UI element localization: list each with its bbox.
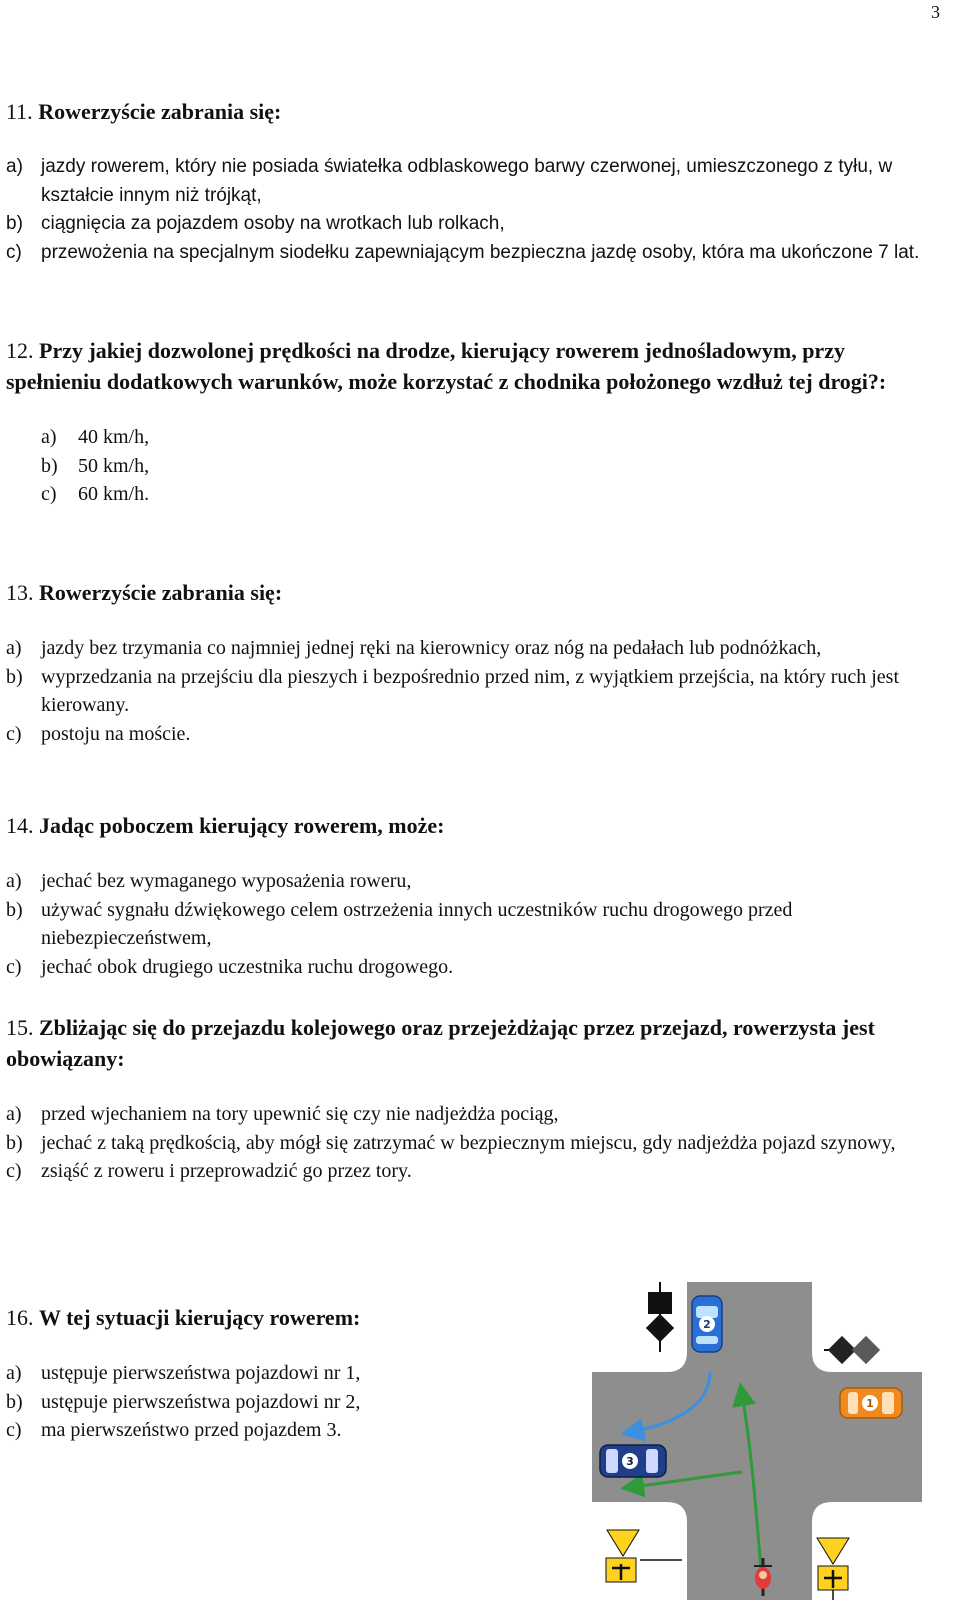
answer-list — [6, 634, 936, 748]
corner-area — [592, 1502, 687, 1600]
answer-option[interactable]: b) 50 km/h, — [41, 454, 150, 477]
answer-option[interactable]: b) używać sygnału dźwiękowego celem ostrzeżenia innych uczestników ruchu drogowego przed niebezpieczeństwem, — [6, 898, 793, 949]
question-title: 16. W tej sytuacji kierujący rowerem: — [6, 1305, 361, 1330]
answer-option[interactable]: c) zsiąść z roweru i przeprowadzić go przez tory. — [6, 1160, 412, 1182]
question-15 — [6, 1012, 936, 1186]
answer-list — [6, 1100, 936, 1186]
answer-option[interactable]: a) jazdy bez trzymania co najmniej jednej ręki na kierownicy oraz nóg na pedałach lub podnóżkach, — [6, 637, 822, 659]
answer-option[interactable]: a) przed wjechaniem na tory upewnić się czy nie nadjeżdża pociąg, — [6, 1103, 559, 1125]
answer-option[interactable]: c) przewożenia na specjalnym siodełku zapewniającym bezpieczna jazdę osoby, która ma ukończone 7 lat. — [6, 241, 920, 263]
answer-list — [6, 153, 936, 267]
answer-list — [6, 867, 936, 981]
question-11 — [6, 96, 936, 267]
answer-list — [6, 1359, 576, 1445]
car-3-label: 3 — [626, 1455, 634, 1468]
question-16 — [6, 1302, 576, 1445]
car-2 — [692, 1296, 722, 1352]
answer-option[interactable]: c) jechać obok drugiego uczestnika ruchu drogowego. — [6, 955, 454, 978]
answer-option[interactable]: b) ustępuje pierwszeństwa pojazdowi nr 2, — [6, 1390, 361, 1413]
question-13 — [6, 577, 936, 748]
page-number: 3 — [931, 2, 940, 22]
answer-option[interactable]: a) jechać bez wymaganego wyposażenia roweru, — [6, 870, 412, 892]
question-14 — [6, 810, 936, 981]
question-title: 14. Jadąc poboczem kierujący rowerem, może: — [6, 813, 445, 838]
answer-option[interactable]: a) jazdy rowerem, który nie posiada światełka odblaskowego barwy czerwonej, umieszczonego z tyłu, w kształcie innym niż trójkąt, — [6, 156, 893, 206]
answer-option[interactable]: c) ma pierwszeństwo przed pojazdem 3. — [6, 1419, 342, 1441]
answer-option[interactable]: c) postoju na moście. — [6, 722, 191, 745]
answer-option[interactable]: c) 60 km/h. — [41, 483, 150, 505]
car-3 — [600, 1445, 666, 1477]
car-1 — [840, 1388, 902, 1418]
question-12 — [6, 335, 936, 509]
intersection-diagram — [592, 1282, 922, 1600]
answer-option[interactable]: b) ciągnięcia za pojazdem osoby na wrotkach lub rolkach, — [6, 213, 505, 234]
question-title: 11. Rowerzyście zabrania się: — [6, 99, 282, 124]
question-title: 12. Przy jakiej dozwolonej prędkości na drodze, kierujący rowerem jednośladowym, przy spełnieniu dodatkowych warunków, może korzystać z chodnika położonego wzdłuż tej drogi?: — [6, 338, 887, 394]
answer-list — [6, 423, 936, 509]
car-1-label: 1 — [866, 1397, 874, 1410]
question-title: 13. Rowerzyście zabrania się: — [6, 580, 283, 605]
question-title: 15. Zbliżając się do przejazdu kolejowego oraz przejeżdżając przez przejazd, rowerzysta jest obowiązany: — [6, 1015, 875, 1071]
answer-option[interactable]: b) jechać z taką prędkością, aby mógł się zatrzymać w bezpiecznym miejscu, gdy nadjeżdża pojazd szynowy, — [6, 1131, 896, 1154]
answer-option[interactable]: a) 40 km/h, — [41, 426, 150, 448]
answer-option[interactable]: b) wyprzedzania na przejściu dla pieszych i bezpośrednio przed nim, z wyjątkiem przejścia, na który ruch jest kierowany. — [6, 665, 899, 716]
answer-option[interactable]: a) ustępuje pierwszeństwa pojazdowi nr 1, — [6, 1362, 361, 1384]
car-2-label: 2 — [703, 1318, 711, 1331]
